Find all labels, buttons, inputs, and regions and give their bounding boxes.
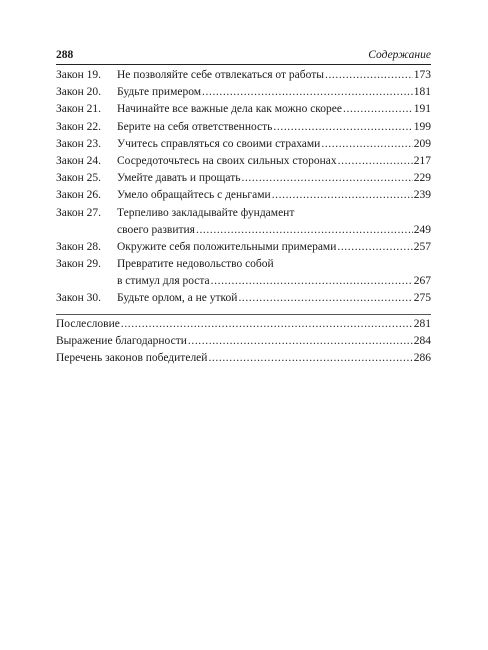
law-label: Закон 29. (56, 258, 102, 271)
dot-leader (337, 239, 412, 256)
law-page-number: 209 (413, 137, 431, 150)
page-number: 288 (56, 49, 74, 61)
toc-entry-law-22[interactable] (56, 119, 431, 136)
law-page-number: 257 (413, 240, 431, 253)
toc-entry-law-27[interactable] (56, 205, 431, 239)
law-label: Закон 25. (56, 172, 102, 185)
law-title: Начинайте все важные дела как можно скорее (117, 103, 343, 116)
law-label: Закон 21. (56, 103, 102, 116)
law-title: Учитесь справляться со своими страхами (117, 137, 321, 150)
toc-entry-list-of-laws[interactable] (56, 350, 431, 367)
law-label: Закон 20. (56, 86, 102, 99)
law-label: Закон 26. (56, 189, 102, 202)
toc-entry-law-26[interactable] (56, 187, 431, 204)
law-label: Закон 24. (56, 154, 102, 167)
dot-leader (211, 273, 413, 290)
back-matter-title: Послесловие (56, 317, 120, 330)
law-label: Закон 30. (56, 292, 102, 305)
law-title: Окружите себя положительными примерами (117, 240, 337, 253)
dot-leader (325, 67, 413, 84)
dot-leader (196, 222, 413, 239)
law-page-number: 181 (413, 86, 431, 99)
toc-entry-acknowledgements[interactable] (56, 333, 431, 350)
toc-entry-law-29[interactable] (56, 256, 431, 290)
law-page-number: 267 (413, 275, 431, 288)
dot-leader (238, 290, 412, 307)
toc-entry-law-25[interactable] (56, 170, 431, 187)
back-matter-page-number: 284 (413, 334, 431, 347)
law-label: Закон 28. (56, 240, 102, 253)
law-title: Превратите недовольство собой (117, 258, 274, 271)
dot-leader (343, 101, 413, 118)
toc-entry-law-24[interactable] (56, 153, 431, 170)
law-page-number: 239 (413, 189, 431, 202)
law-page-number: 173 (413, 69, 431, 81)
toc-entry-law-20[interactable] (56, 84, 431, 101)
law-label: Закон 22. (56, 120, 102, 133)
dot-leader (241, 170, 412, 187)
toc-entry-law-23[interactable] (56, 136, 431, 153)
toc-entry-law-30[interactable] (56, 290, 431, 307)
toc-entry-afterword[interactable] (56, 316, 431, 333)
page-header (56, 49, 431, 65)
dot-leader (272, 187, 413, 204)
dot-leader (338, 153, 413, 170)
law-title: Умело обращайтесь с деньгами (117, 189, 271, 202)
law-page-number: 249 (413, 223, 431, 236)
back-matter-page-number: 281 (413, 317, 431, 330)
law-label: Закон 19. (56, 69, 102, 81)
table-of-contents (56, 67, 431, 367)
law-page-number: 199 (413, 120, 431, 133)
dot-leader (202, 84, 413, 101)
running-title: Содержание (368, 49, 431, 61)
dot-leader (121, 316, 413, 333)
law-title: Сосредоточьтесь на своих сильных сторонах (117, 154, 337, 167)
section-divider (56, 314, 431, 315)
law-title: Не позволяйте себе отвлекаться от работы (117, 69, 324, 81)
toc-entry-law-21[interactable] (56, 101, 431, 118)
dot-leader (321, 136, 412, 153)
law-title-continuation: своего развития (117, 223, 195, 236)
law-title: Берите на себя ответственность (117, 120, 273, 133)
law-title: Терпеливо закладывайте фундамент (117, 206, 295, 219)
toc-entry-law-19[interactable] (56, 67, 431, 84)
dot-leader (273, 119, 412, 136)
header-rule (56, 64, 431, 65)
dot-leader (188, 333, 413, 350)
law-label: Закон 27. (56, 206, 102, 219)
law-page-number: 217 (413, 154, 431, 167)
law-page-number: 275 (413, 292, 431, 305)
law-title: Будьте примером (117, 86, 202, 99)
law-title: Умейте давать и прощать (117, 172, 241, 185)
back-matter-page-number: 286 (413, 352, 431, 364)
dot-leader (208, 350, 412, 367)
law-page-number: 191 (413, 103, 431, 116)
law-page-number: 229 (413, 172, 431, 185)
law-title: Будьте орлом, а не уткой (117, 292, 238, 305)
toc-entry-law-28[interactable] (56, 239, 431, 256)
law-label: Закон 23. (56, 137, 102, 150)
law-title-continuation: в стимул для роста (117, 275, 210, 288)
back-matter-title: Выражение благодарности (56, 334, 187, 347)
back-matter-title: Перечень законов победителей (56, 352, 208, 364)
